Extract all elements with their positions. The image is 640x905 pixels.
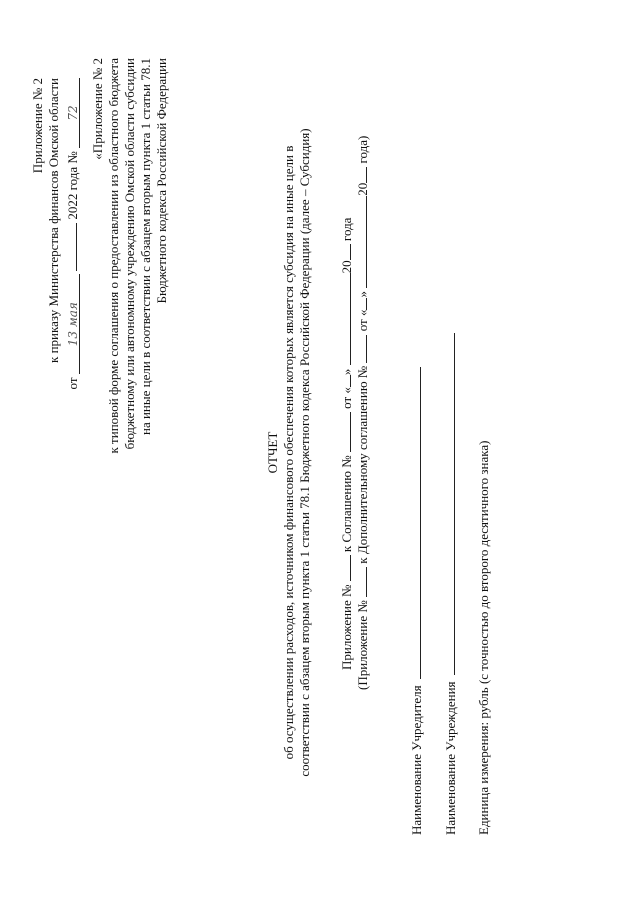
form-appendix-title: «Приложение № 2: [90, 58, 105, 160]
number-handwritten: 72: [66, 105, 80, 121]
row1-day-field: [338, 375, 351, 387]
row1-agreement-label: к Соглашению №: [339, 455, 354, 553]
agreement-row-2: [354, 90, 371, 690]
agreement-row-1: [338, 110, 355, 670]
order-appendix-block: [30, 78, 81, 498]
unit-row: [476, 440, 492, 835]
row1-appendix-label: Приложение №: [339, 584, 354, 670]
row1-year-prefix: 20: [339, 260, 354, 274]
row2-year-suffix: года): [355, 135, 370, 164]
row1-quote-close: »: [339, 368, 354, 376]
form-appendix-block: [90, 58, 170, 528]
form-appendix-line-1: к типовой форме соглашения о предоставлении из областного бюджета: [106, 58, 121, 454]
row1-from-label: от «: [339, 387, 354, 409]
form-appendix-line-3: на иные цели в соответствии с абзацем вторым пункта 1 статьи 78.1: [138, 58, 153, 435]
row2-quote-close: »: [355, 291, 370, 298]
date-field: [65, 274, 80, 374]
date-blank-field: [62, 223, 77, 271]
row2-agreement-field: [354, 335, 367, 363]
unit-label: Единица измерения: рубль (с точностью до второго десятичного знака): [476, 440, 491, 835]
report-heading-block: [265, 55, 313, 850]
order-appendix-date-line: [62, 78, 81, 498]
year-text: 2022 года №: [65, 151, 80, 220]
row1-agreement-field: [338, 412, 351, 452]
number-field: [65, 78, 80, 148]
founder-row: [408, 367, 425, 835]
date-handwritten: 13 мая: [66, 302, 80, 347]
row2-day-field: [354, 298, 367, 310]
row2-year-field: [354, 167, 367, 183]
report-subtitle-line-1: об осуществлении расходов, источником финансового обеспечения которых является субсидия на иные цели в: [281, 145, 296, 760]
row2-month-field: [354, 196, 367, 288]
date-prefix: от: [65, 377, 80, 390]
founder-label: Наименование Учредителя: [409, 685, 424, 835]
order-appendix-title: Приложение № 2: [30, 78, 45, 174]
form-appendix-line-4: Бюджетного кодекса Российской Федерации: [154, 58, 169, 304]
institution-row: [442, 333, 459, 835]
report-subtitle-line-2: соответствии с абзацем вторым пункта 1 статьи 78.1 Бюджетного кодекса Российской Федерации (далее – Субсидия): [297, 128, 312, 777]
institution-label: Наименование Учреждения: [443, 681, 458, 835]
row2-from-label: от «: [355, 309, 370, 332]
institution-field: [442, 333, 455, 675]
row2-appendix-field: [354, 567, 367, 597]
row2-appendix-label: (Приложение №: [355, 600, 370, 690]
form-appendix-line-2: бюджетному или автономному учреждению Омской области субсидии: [122, 58, 137, 450]
row1-appendix-field: [338, 555, 351, 581]
founder-field: [408, 367, 421, 679]
row2-agreement-label: к Дополнительному соглашению №: [355, 365, 370, 564]
row1-year-suffix: года: [339, 217, 354, 242]
row2-year-prefix: 20: [355, 182, 370, 196]
report-title: ОТЧЕТ: [265, 431, 280, 474]
order-appendix-line: к приказу Министерства финансов Омской области: [46, 78, 61, 363]
row1-year-field: [338, 244, 351, 260]
row1-month-field: [338, 273, 351, 365]
